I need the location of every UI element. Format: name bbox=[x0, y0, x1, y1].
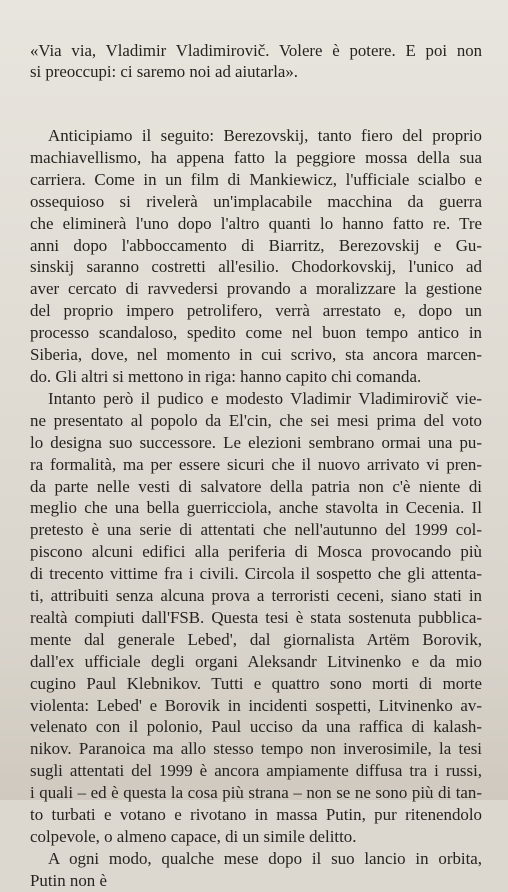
text-line: realtà compiuti dall'FSB. Questa tesi è stata sostenuta pubblica- bbox=[30, 607, 482, 627]
text-line: aver cercato di ravvedersi provando a moralizzare la gestione bbox=[30, 279, 482, 299]
text-line: ne presentato al popolo da El'cin, che sei mesi prima del voto bbox=[30, 410, 482, 430]
text-line: lo designa suo successore. Le elezioni sembrano ormai una pu- bbox=[30, 432, 482, 452]
text-line: do. Gli altri si mettono in riga: hanno capito chi comanda. bbox=[30, 366, 422, 386]
text-line: A ogni modo, qualche mese dopo il suo lancio in orbita, bbox=[48, 848, 482, 868]
text-line: pretesto è una serie di attentati che nell'autunno del 1999 col- bbox=[30, 520, 482, 540]
text-line: velenato con il polonio, Paul ucciso da una raffica di kalash- bbox=[30, 717, 482, 737]
text-line: sinskij saranno costretti all'esilio. Chodorkovskij, l'unico ad bbox=[30, 257, 482, 277]
text-line: ti, attribuiti senza alcuna prova a terroristi ceceni, siano stati in bbox=[30, 586, 482, 606]
text-line: i quali – ed è questa la cosa più strana – non se ne sono più di tan- bbox=[30, 783, 482, 803]
text-line: «Via via, Vladimir Vladimirovič. Volere è potere. E poi non bbox=[30, 41, 482, 60]
paragraph bbox=[30, 125, 482, 388]
quote-paragraph bbox=[30, 40, 482, 82]
text-line: di trecento vittime fra i civili. Circola il sospetto che gli attenta- bbox=[30, 564, 482, 584]
text-line: dall'ex ufficiale degli organi Aleksandr Litvinenko e da mio bbox=[30, 651, 482, 671]
text-line: Siberia, dove, nel momento in cui scrivo, sta ancora marcen- bbox=[30, 345, 482, 365]
text-line: anni dopo l'abboccamento di Biarritz, Berezovskij e Gu- bbox=[30, 235, 482, 255]
text-line: che eliminerà l'uno dopo l'altro quanti lo hanno fatto re. Tre bbox=[30, 213, 482, 233]
text-line: processo scandaloso, spedito come nel buon tempo antico in bbox=[30, 323, 482, 343]
text-line: carriera. Come in un film di Mankiewicz, l'ufficiale scialbo e bbox=[30, 169, 482, 189]
paragraph bbox=[30, 388, 482, 848]
text-line: cugino Paul Klebnikov. Tutti e quattro sono morti di morte bbox=[30, 673, 482, 693]
text-line: mente dal generale Lebed', dal giornalista Artëm Borovik, bbox=[30, 629, 482, 649]
text-line: si preoccupi: ci saremo noi ad aiutarla». bbox=[30, 62, 298, 81]
paragraph bbox=[30, 848, 482, 892]
text-line: machiavellismo, ha appena fatto la peggiore mossa della sua bbox=[30, 147, 482, 167]
text-line: piscono alcuni edifici alla periferia di Mosca provocando più bbox=[30, 542, 482, 562]
text-line: Putin non è bbox=[30, 870, 107, 890]
text-line: colpevole, o almeno capace, di un simile delitto. bbox=[30, 827, 357, 846]
text-line: violenta: Lebed' e Borovik in incidenti sospetti, Litvinenko av- bbox=[30, 695, 482, 715]
text-line: Anticipiamo il seguito: Berezovskij, tanto fiero del proprio bbox=[48, 126, 482, 145]
text-line: ra formalità, ma per essere sicuri che il nuovo arrivato vi pren- bbox=[30, 454, 482, 474]
text-line: del proprio impero petrolifero, verrà arrestato e, dopo un bbox=[30, 301, 482, 321]
text-line: ossequioso si rivelerà un'implacabile macchina da guerra bbox=[30, 191, 482, 211]
text-line: nikov. Paranoica ma allo stesso tempo non inverosimile, la tesi bbox=[30, 739, 482, 759]
text-line: sugli attentati del 1999 è ancora ampiamente diffusa tra i russi, bbox=[30, 761, 482, 781]
text-line: Intanto però il pudico e modesto Vladimir Vladimirovič vie- bbox=[48, 388, 482, 408]
text-line: da parte nelle vesti di salvatore della patria non c'è niente di bbox=[30, 476, 482, 496]
text-line: to turbati e votano e rivotano in massa Putin, pur ritenendolo bbox=[30, 805, 482, 825]
body-text bbox=[30, 125, 482, 892]
text-line: meglio che una bella guerricciola, anche stavolta in Cecenia. Il bbox=[30, 498, 482, 518]
